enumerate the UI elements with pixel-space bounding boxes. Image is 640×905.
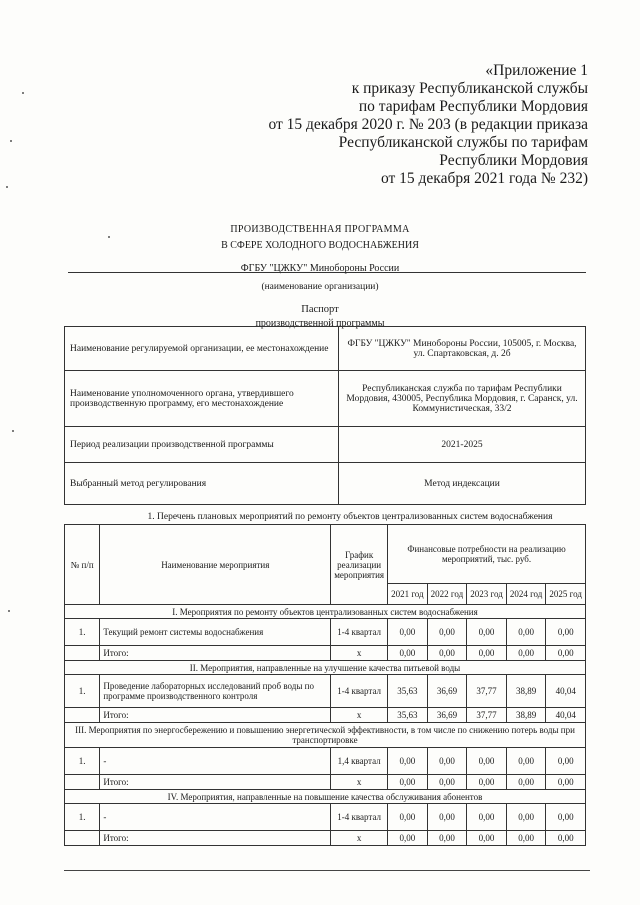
total-value: 0,00 (388, 831, 428, 846)
total-schedule: х (331, 708, 388, 723)
section-title: I. Мероприятия по ремонту объектов централизованных систем водоснабжения (65, 605, 586, 619)
row-schedule: 1-4 квартал (331, 619, 388, 646)
row-schedule: 1-4 квартал (331, 804, 388, 831)
section-row (65, 661, 586, 675)
header-schedule: График реализации мероприятия (331, 525, 388, 605)
table-row (65, 619, 586, 646)
program-title: ПРОИЗВОДСТВЕННАЯ ПРОГРАММА (230, 224, 410, 235)
row-name: Текущий ремонт системы водоснабжения (100, 619, 331, 646)
appendix-line: Республики Мордовия (439, 152, 588, 169)
total-row (65, 775, 586, 790)
total-row (65, 708, 586, 723)
total-num-empty (65, 708, 100, 723)
appendix-line: по тарифам Республики Мордовия (358, 98, 588, 115)
table-row (65, 748, 586, 775)
row-value: 0,00 (546, 748, 586, 775)
row-num: 1. (65, 675, 100, 708)
total-value: 0,00 (467, 775, 507, 790)
total-value: 36,69 (427, 708, 467, 723)
total-num-empty (65, 775, 100, 790)
measures-section-title: 1. Перечень плановых мероприятий по ремонту объектов централизованных систем водоснабжения (147, 512, 553, 522)
total-value: 0,00 (506, 646, 546, 661)
row-value: 35,63 (388, 675, 428, 708)
row-value: 0,00 (467, 748, 507, 775)
total-value: 0,00 (506, 831, 546, 846)
header-num: № п/п (65, 525, 100, 605)
appendix-line: «Приложение 1 (485, 62, 588, 79)
passport-value: ФГБУ "ЦЖКУ" Минобороны России, 105005, г. Москва, ул. Спартаковская, д. 2б (339, 327, 586, 371)
total-value: 0,00 (427, 775, 467, 790)
row-name: - (100, 804, 331, 831)
row-value: 0,00 (467, 804, 507, 831)
row-schedule: 1,4 квартал (331, 748, 388, 775)
total-label: Итого: (100, 831, 331, 846)
total-row (65, 831, 586, 846)
total-value: 0,00 (388, 775, 428, 790)
total-num-empty (65, 646, 100, 661)
table-row (65, 804, 586, 831)
total-value: 0,00 (467, 831, 507, 846)
total-schedule: х (331, 646, 388, 661)
section-row (65, 723, 586, 748)
section-title: II. Мероприятия, направленные на улучшение качества питьевой воды (65, 661, 586, 675)
total-value: 0,00 (546, 831, 586, 846)
total-schedule: х (331, 775, 388, 790)
header-year: 2023 год (467, 584, 507, 605)
header-year: 2024 год (506, 584, 546, 605)
header-finance: Финансовые потребности на реализацию мероприятий, тыс. руб. (388, 525, 586, 584)
row-name: - (100, 748, 331, 775)
appendix-line: Республиканской службы по тарифам (338, 134, 588, 151)
header-year: 2022 год (427, 584, 467, 605)
row-value: 0,00 (506, 619, 546, 646)
row-value: 0,00 (427, 619, 467, 646)
row-value: 0,00 (427, 748, 467, 775)
section-row (65, 605, 586, 619)
total-label: Итого: (100, 775, 331, 790)
total-value: 0,00 (388, 646, 428, 661)
row-value: 40,04 (546, 675, 586, 708)
organization-caption: (наименование организации) (261, 282, 379, 292)
section-title: IV. Мероприятия, направленные на повышение качества обслуживания абонентов (65, 790, 586, 804)
passport-row (65, 427, 586, 463)
passport-table (64, 326, 586, 505)
total-num-empty (65, 831, 100, 846)
row-name: Проведение лабораторных исследований проб воды по программе производственного контроля (100, 675, 331, 708)
table-header-row (65, 525, 586, 584)
section-row (65, 790, 586, 804)
row-schedule: 1-4 квартал (331, 675, 388, 708)
passport-value: Метод индексации (339, 463, 586, 505)
appendix-line: к приказу Республиканской службы (351, 80, 588, 97)
passport-value: Республиканская служба по тарифам Республики Мордовия, 430005, Республика Мордовия, г. Саранск, ул. Коммунистическая, 33/2 (339, 371, 586, 427)
section-title: III. Мероприятия по энергосбережению и повышению энергетической эффективности, в том числе по снижению потерь воды при транспортировке (65, 723, 586, 748)
row-value: 0,00 (506, 804, 546, 831)
row-value: 0,00 (546, 804, 586, 831)
total-label: Итого: (100, 646, 331, 661)
passport-key: Наименование регулируемой организации, ее местонахождение (65, 327, 339, 371)
header-year: 2025 год (546, 584, 586, 605)
passport-row (65, 371, 586, 427)
row-value: 0,00 (467, 619, 507, 646)
total-value: 40,04 (546, 708, 586, 723)
total-value: 0,00 (506, 775, 546, 790)
total-row (65, 646, 586, 661)
row-num: 1. (65, 804, 100, 831)
total-value: 0,00 (546, 775, 586, 790)
passport-heading: Паспорт (301, 304, 339, 315)
passport-value: 2021-2025 (339, 427, 586, 463)
total-value: 38,89 (506, 708, 546, 723)
appendix-header (228, 62, 588, 188)
total-value: 0,00 (467, 646, 507, 661)
header-name: Наименование мероприятия (100, 525, 331, 605)
total-value: 37,77 (467, 708, 507, 723)
total-schedule: х (331, 831, 388, 846)
row-value: 0,00 (546, 619, 586, 646)
table-row (65, 675, 586, 708)
row-value: 0,00 (388, 619, 428, 646)
header-year: 2021 год (388, 584, 428, 605)
program-subtitle: В СФЕРЕ ХОЛОДНОГО ВОДОСНАБЖЕНИЯ (221, 240, 419, 251)
row-value: 0,00 (388, 804, 428, 831)
total-value: 0,00 (427, 646, 467, 661)
passport-row (65, 327, 586, 371)
row-value: 36,69 (427, 675, 467, 708)
passport-key: Наименование уполномоченного органа, утвердившего производственную программу, его местонахождение (65, 371, 339, 427)
total-value: 35,63 (388, 708, 428, 723)
total-label: Итого: (100, 708, 331, 723)
row-value: 38,89 (506, 675, 546, 708)
row-value: 0,00 (388, 748, 428, 775)
appendix-line: от 15 декабря 2021 года № 232) (380, 170, 588, 187)
appendix-line: от 15 декабря 2020 г. № 203 (в редакции приказа (268, 116, 588, 133)
row-num: 1. (65, 619, 100, 646)
passport-key: Выбранный метод регулирования (65, 463, 339, 505)
total-value: 0,00 (427, 831, 467, 846)
row-value: 37,77 (467, 675, 507, 708)
passport-row (65, 463, 586, 505)
passport-key: Период реализации производственной программы (65, 427, 339, 463)
passport-subheading: производственной программы (255, 318, 385, 329)
organization-underline (68, 272, 586, 273)
row-num: 1. (65, 748, 100, 775)
organization-name: ФГБУ "ЦЖКУ" Минобороны России (240, 263, 400, 274)
footer-divider (64, 870, 590, 871)
total-value: 0,00 (546, 646, 586, 661)
row-value: 0,00 (506, 748, 546, 775)
measures-table (64, 524, 586, 846)
row-value: 0,00 (427, 804, 467, 831)
